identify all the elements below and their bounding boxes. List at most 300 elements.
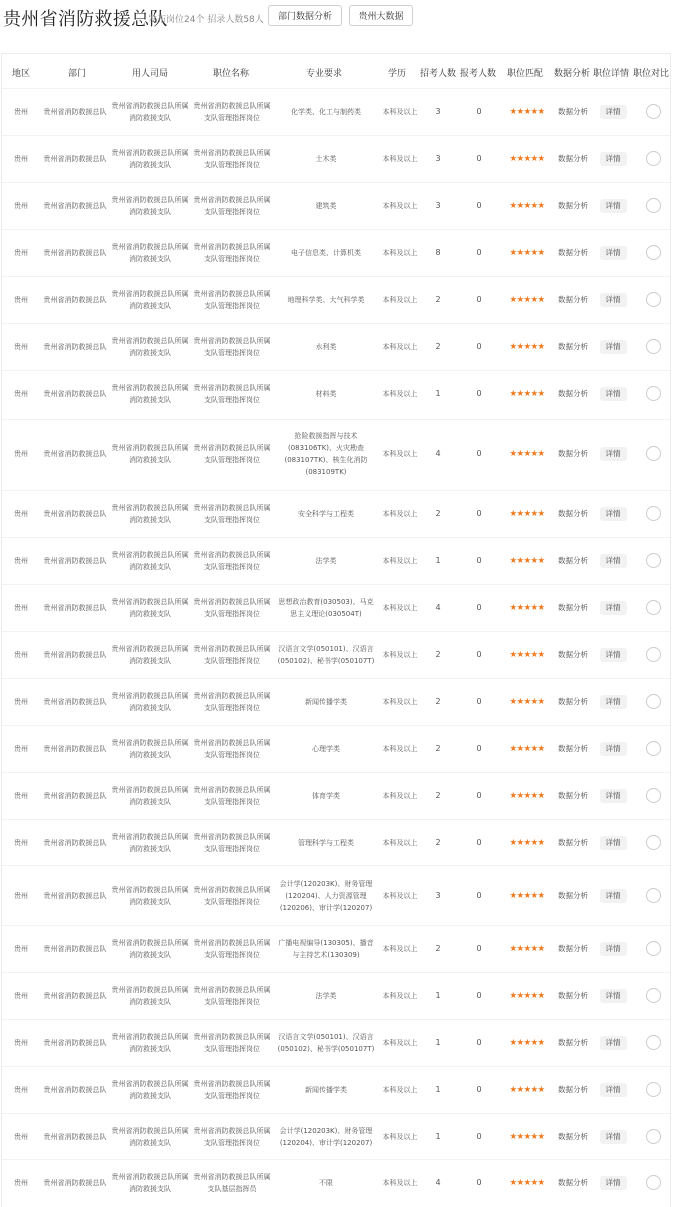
cell-department: 贵州省消防救援总队 — [43, 556, 107, 565]
compare-checkbox[interactable] — [646, 446, 661, 461]
cell-post-name: 贵州省消防救援总队所属支队管理指挥岗位 — [193, 938, 271, 959]
data-analysis-link[interactable]: 数据分析 — [558, 943, 588, 953]
cell-major: 不限 — [319, 1178, 333, 1187]
cell-major: 水利类 — [315, 342, 337, 351]
cell-match — [502, 420, 552, 487]
cell-department: 贵州省消防救援总队 — [43, 248, 107, 257]
cell-applicants: 0 — [476, 1084, 482, 1094]
data-analysis-link[interactable]: 数据分析 — [558, 200, 588, 210]
cell-post-name: 贵州省消防救援总队所属支队管理指挥岗位 — [193, 148, 271, 169]
cell-applicants: 0 — [476, 200, 482, 210]
cell-post-name: 贵州省消防救援总队所属支队管理指挥岗位 — [193, 738, 271, 759]
compare-checkbox[interactable] — [646, 741, 661, 756]
cell-organization: 贵州省消防救援总队所属消防救援支队 — [111, 644, 189, 665]
data-analysis-link[interactable]: 数据分析 — [558, 247, 588, 257]
cell-compare — [638, 1160, 668, 1206]
cell-major: 新闻传播学类 — [305, 697, 347, 706]
cell-analysis — [554, 773, 592, 819]
detail-button[interactable]: 详情 — [600, 554, 627, 568]
column-header-applicants[interactable]: 报考人数 — [460, 69, 497, 79]
cell-analysis — [554, 230, 592, 276]
cell-match — [502, 866, 552, 925]
cell-detail — [594, 1020, 632, 1066]
cell-organization: 贵州省消防救援总队所属消防救援支队 — [111, 550, 189, 571]
cell-post-name: 贵州省消防救援总队所属支队管理指挥岗位 — [193, 1126, 271, 1147]
cell-match — [502, 1020, 552, 1066]
cell-region: 贵州 — [14, 449, 28, 458]
cell-education: 本科及以上 — [382, 295, 418, 304]
cell-compare — [638, 136, 668, 182]
cell-major: 电子信息类、计算机类 — [291, 248, 361, 257]
compare-checkbox[interactable] — [646, 553, 661, 568]
cell-analysis — [554, 420, 592, 487]
cell-applicants: 0 — [476, 1037, 482, 1047]
cell-quota: 2 — [435, 294, 441, 304]
match-stars-icon: ★★★★★ — [509, 247, 545, 258]
cell-region: 贵州 — [14, 603, 28, 612]
cell-region: 贵州 — [14, 342, 28, 351]
cell-analysis — [554, 679, 592, 725]
cell-education: 本科及以上 — [382, 1178, 418, 1187]
cell-department: 贵州省消防救援总队 — [43, 1085, 107, 1094]
detail-button[interactable]: 详情 — [600, 695, 627, 709]
match-stars-icon: ★★★★★ — [509, 943, 545, 954]
column-header-post-name[interactable]: 职位名称 — [213, 69, 250, 79]
detail-button[interactable]: 详情 — [600, 387, 627, 401]
cell-compare — [638, 820, 668, 866]
compare-checkbox[interactable] — [646, 835, 661, 850]
cell-applicants: 0 — [476, 696, 482, 706]
compare-checkbox[interactable] — [646, 1082, 661, 1097]
detail-button[interactable]: 详情 — [600, 105, 627, 119]
cell-compare — [638, 726, 668, 772]
guizhou-big-data-button[interactable]: 贵州大数据 — [349, 5, 413, 26]
cell-analysis — [554, 866, 592, 925]
cell-match — [502, 324, 552, 370]
table-row — [2, 135, 671, 182]
cell-quota: 1 — [435, 990, 441, 1000]
cell-organization: 贵州省消防救援总队所属消防救援支队 — [111, 832, 189, 853]
cell-applicants: 0 — [476, 153, 482, 163]
cell-region: 贵州 — [14, 944, 28, 953]
cell-major: 化学类、化工与制药类 — [291, 107, 361, 116]
cell-department: 贵州省消防救援总队 — [43, 1038, 107, 1047]
compare-checkbox[interactable] — [646, 694, 661, 709]
cell-department: 贵州省消防救援总队 — [43, 744, 107, 753]
cell-compare — [638, 89, 668, 135]
match-stars-icon: ★★★★★ — [509, 200, 545, 211]
cell-post-name: 贵州省消防救援总队所属支队管理指挥岗位 — [193, 1079, 271, 1100]
data-analysis-link[interactable]: 数据分析 — [558, 341, 588, 351]
data-analysis-link[interactable]: 数据分析 — [558, 990, 588, 1000]
compare-checkbox[interactable] — [646, 506, 661, 521]
cell-region: 贵州 — [14, 697, 28, 706]
cell-post-name: 贵州省消防救援总队所属支队管理指挥岗位 — [193, 644, 271, 665]
cell-quota: 2 — [435, 837, 441, 847]
match-stars-icon: ★★★★★ — [509, 649, 545, 660]
cell-analysis — [554, 277, 592, 323]
cell-detail — [594, 973, 632, 1019]
cell-region: 贵州 — [14, 650, 28, 659]
cell-education: 本科及以上 — [382, 838, 418, 847]
cell-analysis — [554, 973, 592, 1019]
match-stars-icon: ★★★★★ — [509, 743, 545, 754]
cell-post-name: 贵州省消防救援总队所属支队管理指挥岗位 — [193, 1032, 271, 1053]
cell-detail — [594, 371, 632, 417]
match-stars-icon: ★★★★★ — [509, 890, 545, 901]
cell-major: 土木类 — [315, 154, 337, 163]
cell-applicants: 0 — [476, 341, 482, 351]
cell-quota: 2 — [435, 743, 441, 753]
column-header-compare[interactable]: 职位对比 — [633, 69, 670, 79]
cell-analysis — [554, 1114, 592, 1160]
cell-compare — [638, 1114, 668, 1160]
cell-analysis — [554, 585, 592, 631]
cell-detail — [594, 324, 632, 370]
cell-applicants: 0 — [476, 790, 482, 800]
cell-major: 会计学(120203K)、财务管理(120204)、人力资源管理(120206)、审计学(120207) — [279, 879, 373, 912]
cell-quota: 4 — [435, 602, 441, 612]
cell-quota: 2 — [435, 341, 441, 351]
compare-checkbox[interactable] — [646, 600, 661, 615]
cell-compare — [638, 679, 668, 725]
data-analysis-link[interactable]: 数据分析 — [558, 1177, 588, 1187]
column-header-department[interactable]: 部门 — [68, 69, 87, 79]
column-header-major[interactable]: 专业要求 — [306, 69, 343, 79]
cell-analysis — [554, 324, 592, 370]
match-stars-icon: ★★★★★ — [509, 837, 545, 848]
cell-quota: 1 — [435, 388, 441, 398]
cell-department: 贵州省消防救援总队 — [43, 295, 107, 304]
data-analysis-link[interactable]: 数据分析 — [558, 790, 588, 800]
cell-post-name: 贵州省消防救援总队所属支队管理指挥岗位 — [193, 289, 271, 310]
cell-detail — [594, 1114, 632, 1160]
cell-post-name: 贵州省消防救援总队所属支队管理指挥岗位 — [193, 195, 271, 216]
cell-organization: 贵州省消防救援总队所属消防救援支队 — [111, 1126, 189, 1147]
table-header — [2, 54, 671, 88]
cell-major: 汉语言文学(050101)、汉语言(050102)、秘书学(050107T) — [277, 1032, 375, 1053]
compare-checkbox[interactable] — [646, 292, 661, 307]
column-header-analysis[interactable]: 数据分析 — [554, 69, 591, 79]
cell-education: 本科及以上 — [382, 107, 418, 116]
data-analysis-link[interactable]: 数据分析 — [558, 1037, 588, 1047]
cell-compare — [638, 420, 668, 487]
table-row — [2, 1159, 671, 1206]
page-header — [0, 0, 677, 34]
cell-match — [502, 538, 552, 584]
cell-department: 贵州省消防救援总队 — [43, 891, 107, 900]
table-row — [2, 88, 671, 135]
column-header-quota[interactable]: 招考人数 — [420, 69, 457, 79]
cell-match — [502, 491, 552, 537]
cell-department: 贵州省消防救援总队 — [43, 838, 107, 847]
cell-department: 贵州省消防救援总队 — [43, 1132, 107, 1141]
cell-compare — [638, 183, 668, 229]
match-stars-icon: ★★★★★ — [509, 555, 545, 566]
positions-table — [1, 53, 671, 1207]
cell-quota: 3 — [435, 106, 441, 116]
detail-button[interactable]: 详情 — [600, 447, 627, 461]
detail-button[interactable]: 详情 — [600, 340, 627, 354]
match-stars-icon: ★★★★★ — [509, 696, 545, 707]
data-analysis-link[interactable]: 数据分析 — [558, 696, 588, 706]
cell-education: 本科及以上 — [382, 697, 418, 706]
compare-checkbox[interactable] — [646, 339, 661, 354]
cell-detail — [594, 679, 632, 725]
detail-button[interactable]: 详情 — [600, 836, 627, 850]
compare-checkbox[interactable] — [646, 1035, 661, 1050]
cell-organization: 贵州省消防救援总队所属消防救援支队 — [111, 597, 189, 618]
cell-department: 贵州省消防救援总队 — [43, 603, 107, 612]
detail-button[interactable]: 详情 — [600, 1176, 627, 1190]
cell-region: 贵州 — [14, 295, 28, 304]
cell-analysis — [554, 726, 592, 772]
cell-analysis — [554, 183, 592, 229]
cell-detail — [594, 632, 632, 678]
cell-match — [502, 973, 552, 1019]
cell-match — [502, 679, 552, 725]
cell-organization: 贵州省消防救援总队所属消防救援支队 — [111, 443, 189, 464]
cell-match — [502, 183, 552, 229]
data-analysis-link[interactable]: 数据分析 — [558, 294, 588, 304]
cell-major: 法学类 — [315, 556, 337, 565]
column-header-education[interactable]: 学历 — [388, 69, 407, 79]
cell-education: 本科及以上 — [382, 201, 418, 210]
match-stars-icon: ★★★★★ — [509, 1177, 545, 1188]
cell-match — [502, 89, 552, 135]
cell-detail — [594, 1160, 632, 1206]
cell-compare — [638, 324, 668, 370]
cell-education: 本科及以上 — [382, 509, 418, 518]
cell-compare — [638, 230, 668, 276]
detail-button[interactable]: 详情 — [600, 889, 627, 903]
compare-checkbox[interactable] — [646, 988, 661, 1003]
cell-department: 贵州省消防救援总队 — [43, 154, 107, 163]
cell-region: 贵州 — [14, 201, 28, 210]
match-stars-icon: ★★★★★ — [509, 294, 545, 305]
cell-region: 贵州 — [14, 991, 28, 1000]
table-row — [2, 537, 671, 584]
cell-major: 抢险救援指挥与技术(083106TK)、火灾勘查(083107TK)、核生化消防(083109TK) — [284, 431, 368, 476]
cell-education: 本科及以上 — [382, 1038, 418, 1047]
table-row — [2, 865, 671, 925]
cell-quota: 2 — [435, 790, 441, 800]
data-analysis-link[interactable]: 数据分析 — [558, 1131, 588, 1141]
cell-region: 贵州 — [14, 154, 28, 163]
cell-major: 思想政治教育(030503)、马克思主义理论(030504T) — [278, 597, 374, 618]
cell-detail — [594, 420, 632, 487]
detail-button[interactable]: 详情 — [600, 942, 627, 956]
cell-major: 体育学类 — [312, 791, 340, 800]
cell-post-name: 贵州省消防救援总队所属支队基层指挥员 — [193, 1172, 271, 1193]
cell-compare — [638, 538, 668, 584]
cell-quota: 4 — [435, 448, 441, 458]
column-header-organization[interactable]: 用人司局 — [132, 69, 169, 79]
cell-organization: 贵州省消防救援总队所属消防救援支队 — [111, 336, 189, 357]
cell-quota: 1 — [435, 1131, 441, 1141]
detail-button[interactable]: 详情 — [600, 1036, 627, 1050]
cell-department: 贵州省消防救援总队 — [43, 697, 107, 706]
cell-match — [502, 820, 552, 866]
cell-organization: 贵州省消防救援总队所属消防救援支队 — [111, 101, 189, 122]
cell-organization: 贵州省消防救援总队所属消防救援支队 — [111, 1172, 189, 1193]
cell-detail — [594, 277, 632, 323]
cell-quota: 3 — [435, 890, 441, 900]
cell-department: 贵州省消防救援总队 — [43, 944, 107, 953]
detail-button[interactable]: 详情 — [600, 507, 627, 521]
cell-quota: 1 — [435, 1037, 441, 1047]
cell-department: 贵州省消防救援总队 — [43, 449, 107, 458]
cell-department: 贵州省消防救援总队 — [43, 650, 107, 659]
data-analysis-link[interactable]: 数据分析 — [558, 448, 588, 458]
cell-organization: 贵州省消防救援总队所属消防救援支队 — [111, 383, 189, 404]
data-analysis-link[interactable]: 数据分析 — [558, 743, 588, 753]
cell-analysis — [554, 820, 592, 866]
compare-checkbox[interactable] — [646, 198, 661, 213]
match-stars-icon: ★★★★★ — [509, 341, 545, 352]
cell-detail — [594, 183, 632, 229]
cell-quota: 4 — [435, 1177, 441, 1187]
cell-match — [502, 585, 552, 631]
cell-department: 贵州省消防救援总队 — [43, 1178, 107, 1187]
detail-button[interactable]: 详情 — [600, 989, 627, 1003]
cell-organization: 贵州省消防救援总队所属消防救援支队 — [111, 195, 189, 216]
cell-region: 贵州 — [14, 1178, 28, 1187]
compare-checkbox[interactable] — [646, 788, 661, 803]
cell-region: 贵州 — [14, 1038, 28, 1047]
compare-checkbox[interactable] — [646, 104, 661, 119]
compare-checkbox[interactable] — [646, 386, 661, 401]
cell-education: 本科及以上 — [382, 154, 418, 163]
data-analysis-link[interactable]: 数据分析 — [558, 1084, 588, 1094]
cell-match — [502, 1067, 552, 1113]
cell-compare — [638, 491, 668, 537]
detail-button[interactable]: 详情 — [600, 199, 627, 213]
column-header-detail[interactable]: 职位详情 — [593, 69, 630, 79]
match-stars-icon: ★★★★★ — [509, 1037, 545, 1048]
cell-applicants: 0 — [476, 649, 482, 659]
cell-post-name: 贵州省消防救援总队所属支队管理指挥岗位 — [193, 885, 271, 906]
cell-education: 本科及以上 — [382, 342, 418, 351]
data-analysis-link[interactable]: 数据分析 — [558, 555, 588, 565]
cell-match — [502, 277, 552, 323]
compare-checkbox[interactable] — [646, 151, 661, 166]
column-header-match[interactable]: 职位匹配 — [507, 69, 544, 79]
cell-region: 贵州 — [14, 107, 28, 116]
match-stars-icon: ★★★★★ — [509, 602, 545, 613]
cell-quota: 3 — [435, 153, 441, 163]
match-stars-icon: ★★★★★ — [509, 388, 545, 399]
match-stars-icon: ★★★★★ — [509, 990, 545, 1001]
cell-region: 贵州 — [14, 389, 28, 398]
detail-button[interactable]: 详情 — [600, 293, 627, 307]
detail-button[interactable]: 详情 — [600, 152, 627, 166]
cell-post-name: 贵州省消防救援总队所属支队管理指挥岗位 — [193, 383, 271, 404]
cell-major: 安全科学与工程类 — [298, 509, 354, 518]
cell-applicants: 0 — [476, 837, 482, 847]
detail-button[interactable]: 详情 — [600, 246, 627, 260]
cell-education: 本科及以上 — [382, 650, 418, 659]
compare-checkbox[interactable] — [646, 941, 661, 956]
detail-button[interactable]: 详情 — [600, 601, 627, 615]
match-stars-icon: ★★★★★ — [509, 153, 545, 164]
cell-region: 贵州 — [14, 556, 28, 565]
data-analysis-link[interactable]: 数据分析 — [558, 602, 588, 612]
compare-checkbox[interactable] — [646, 647, 661, 662]
cell-organization: 贵州省消防救援总队所属消防救援支队 — [111, 1079, 189, 1100]
data-analysis-link[interactable]: 数据分析 — [558, 649, 588, 659]
cell-education: 本科及以上 — [382, 556, 418, 565]
data-analysis-link[interactable]: 数据分析 — [558, 890, 588, 900]
cell-detail — [594, 491, 632, 537]
detail-button[interactable]: 详情 — [600, 1083, 627, 1097]
table-row — [2, 772, 671, 819]
data-analysis-link[interactable]: 数据分析 — [558, 153, 588, 163]
cell-applicants: 0 — [476, 890, 482, 900]
cell-quota: 2 — [435, 649, 441, 659]
data-analysis-link[interactable]: 数据分析 — [558, 837, 588, 847]
cell-education: 本科及以上 — [382, 944, 418, 953]
detail-button[interactable]: 详情 — [600, 648, 627, 662]
cell-post-name: 贵州省消防救援总队所属支队管理指挥岗位 — [193, 985, 271, 1006]
cell-detail — [594, 89, 632, 135]
cell-applicants: 0 — [476, 743, 482, 753]
table-row — [2, 229, 671, 276]
compare-checkbox[interactable] — [646, 888, 661, 903]
cell-post-name: 贵州省消防救援总队所属支队管理指挥岗位 — [193, 785, 271, 806]
cell-region: 贵州 — [14, 791, 28, 800]
cell-major: 会计学(120203K)、财务管理(120204)、审计学(120207) — [279, 1126, 373, 1147]
cell-applicants: 0 — [476, 943, 482, 953]
table-row — [2, 819, 671, 866]
cell-quota: 3 — [435, 200, 441, 210]
cell-match — [502, 926, 552, 972]
cell-quota: 2 — [435, 696, 441, 706]
data-analysis-link[interactable]: 数据分析 — [558, 388, 588, 398]
cell-organization: 贵州省消防救援总队所属消防救援支队 — [111, 938, 189, 959]
cell-organization: 贵州省消防救援总队所属消防救援支队 — [111, 148, 189, 169]
cell-education: 本科及以上 — [382, 603, 418, 612]
data-analysis-link[interactable]: 数据分析 — [558, 106, 588, 116]
detail-button[interactable]: 详情 — [600, 789, 627, 803]
detail-button[interactable]: 详情 — [600, 742, 627, 756]
cell-major: 材料类 — [315, 389, 337, 398]
cell-match — [502, 726, 552, 772]
compare-checkbox[interactable] — [646, 245, 661, 260]
table-row — [2, 419, 671, 487]
table-row — [2, 678, 671, 725]
cell-education: 本科及以上 — [382, 1132, 418, 1141]
cell-education: 本科及以上 — [382, 991, 418, 1000]
cell-major: 心理学类 — [312, 744, 340, 753]
column-header-region[interactable]: 地区 — [12, 69, 31, 79]
cell-major: 广播电视编导(130305)、播音与主持艺术(130309) — [278, 938, 374, 959]
cell-quota: 1 — [435, 1084, 441, 1094]
cell-applicants: 0 — [476, 508, 482, 518]
data-analysis-link[interactable]: 数据分析 — [558, 508, 588, 518]
detail-button[interactable]: 详情 — [600, 1130, 627, 1144]
match-stars-icon: ★★★★★ — [509, 790, 545, 801]
compare-checkbox[interactable] — [646, 1129, 661, 1144]
dept-data-analysis-button[interactable]: 部门数据分析 — [268, 5, 342, 26]
cell-match — [502, 136, 552, 182]
cell-organization: 贵州省消防救援总队所属消防救援支队 — [111, 691, 189, 712]
cell-match — [502, 1160, 552, 1206]
cell-education: 本科及以上 — [382, 248, 418, 257]
cell-applicants: 0 — [476, 990, 482, 1000]
table-row — [2, 370, 671, 417]
compare-checkbox[interactable] — [646, 1175, 661, 1190]
